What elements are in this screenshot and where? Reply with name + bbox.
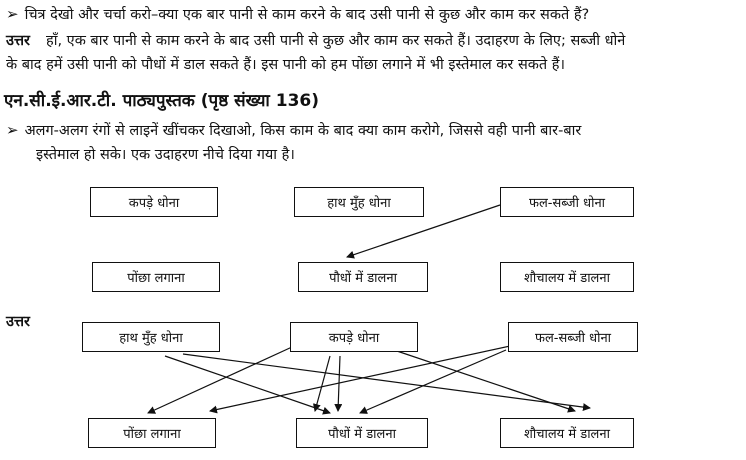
answer-1-line-1: हाँ, एक बार पानी से काम करने के बाद उसी पानी से कुछ और काम कर सकते हैं। उदाहरण के लिए; सब्जी धोने: [46, 33, 626, 49]
answer-line-hand-to-plants: [165, 356, 330, 413]
example-box-plants: पौधों में डालना: [298, 262, 428, 292]
answer-line-vegetable-to-mop: [210, 346, 510, 411]
arrow-bullet-icon: ➢: [6, 121, 19, 139]
answer-1-line-2: के बाद हमें उसी पानी को पौधों में डाल सकते हैं। इस पानी को हम पोंछा लगाने में भी इस्तेमाल कर सकते हैं।: [6, 57, 565, 73]
answer-line-clothes-down-1: [315, 356, 330, 411]
example-box-toilet: शौचालय में डालना: [500, 262, 634, 292]
answer-2-label: उत्तर: [6, 314, 30, 330]
answer-box-mop: पोंछा लगाना: [88, 418, 216, 448]
arrow-bullet-icon: ➢: [6, 5, 19, 23]
answer-box-vegetable: फल-सब्जी धोना: [508, 322, 638, 352]
answer-line-clothes-to-toilet: [385, 347, 575, 411]
example-box-clothes: कपड़े धोना: [90, 187, 218, 217]
example-box-hand-face: हाथ मुँह धोना: [294, 187, 424, 217]
question-1-text: चित्र देखो और चर्चा करो–क्या एक बार पानी से काम करने के बाद उसी पानी से कुछ और काम कर सकते हैं?: [24, 7, 590, 23]
answer-line-clothes-to-mop: [148, 347, 292, 413]
answer-box-hand-face: हाथ मुँह धोना: [82, 322, 220, 352]
answer-1-label: उत्तर: [6, 33, 30, 49]
section-heading: एन.सी.ई.आर.टी. पाठ्यपुस्तक (पृष्ठ संख्या 136): [4, 91, 320, 111]
question-2-line-1-text: अलग-अलग रंगों से लाइनें खींचकर दिखाओ, किस काम के बाद क्या काम करोगे, जिससे वही पानी बार-बार: [24, 123, 582, 139]
answer-box-clothes: कपड़े धोना: [290, 322, 418, 352]
question-2-line-2: इस्तेमाल हो सके। एक उदाहरण नीचे दिया गया है।: [36, 147, 295, 163]
example-box-mop: पोंछा लगाना: [92, 262, 220, 292]
example-box-vegetable: फल-सब्जी धोना: [500, 187, 634, 217]
answer-line-vegetable-to-plants: [360, 350, 506, 413]
answer-line-hand-to-toilet: [183, 354, 590, 408]
answer-box-plants: पौधों में डालना: [296, 418, 428, 448]
answer-box-toilet: शौचालय में डालना: [500, 418, 634, 448]
